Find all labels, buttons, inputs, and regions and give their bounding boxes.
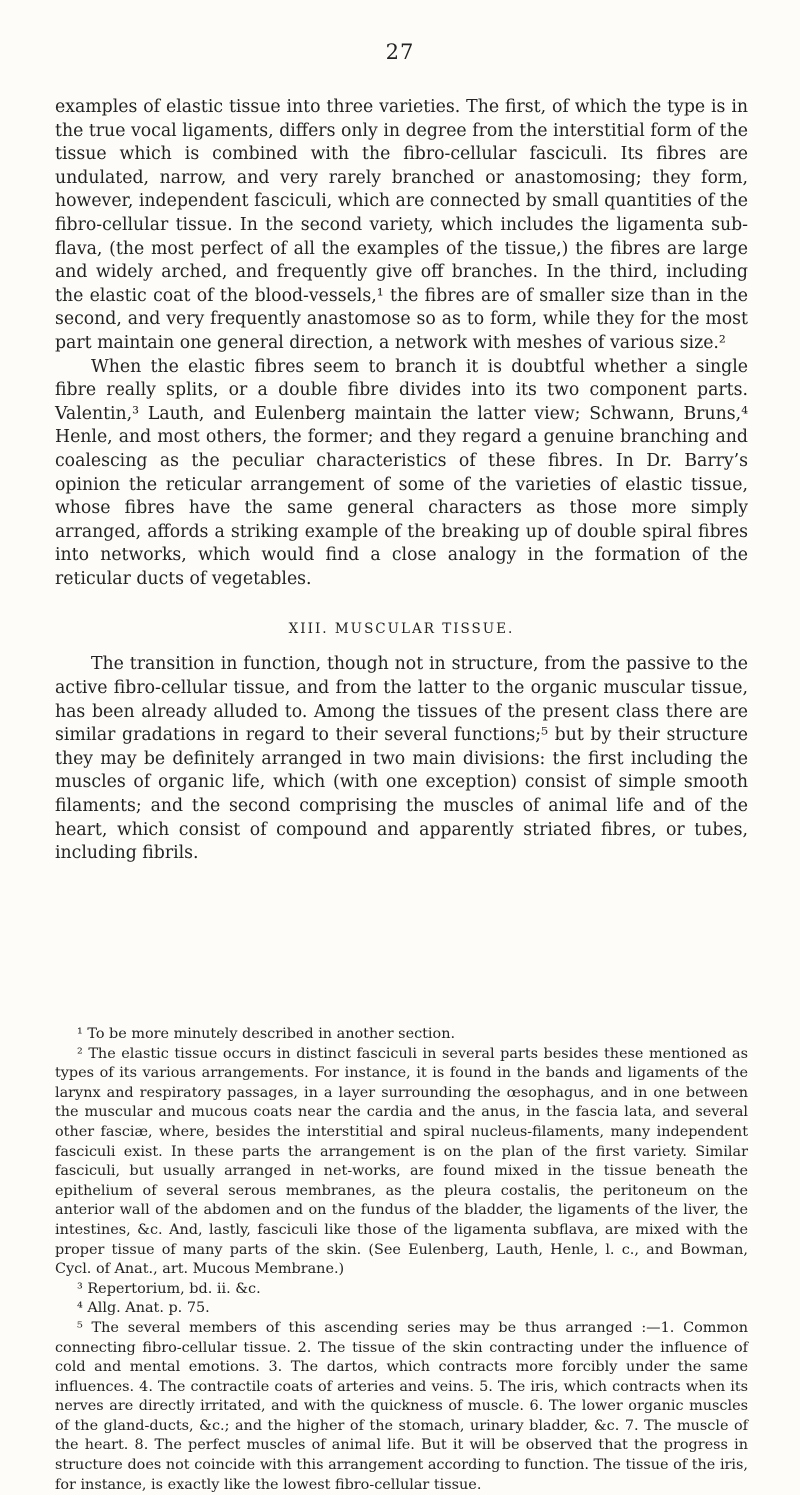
footnote-4: ⁴ Allg. Anat. p. 75. xyxy=(77,1300,210,1317)
page-number: 27 xyxy=(385,40,415,64)
paragraph-elastic-branching: When the elastic fibres seem to branch it is doubtful whether a single fibre really splits, or a double fibre divides into its two component parts. Valentin,³ Lauth, and Eulenberg maintain the latter view; Schwann, Bruns,⁴ Henle, and most others, the former; and they regard a genuine branching and coalescing as the peculiar characteristics of these fibres. In Dr. Barry’s opinion the reticular arrangement of some of the varieties of elastic tissue, whose fibres have the same general characters as those more simply arranged, affords a striking example of the breaking up of double spiral fibres into networks, which would find a close analogy in the formation of the reticular ducts of vegetables. xyxy=(55,356,748,589)
footnote-3: ³ Repertorium, bd. ii. &c. xyxy=(77,1280,261,1297)
footnote-5: ⁵ The several members of this ascending series may be thus arranged :—1. Common connecting fibro-cellular tissue. 2. The tissue of the skin contracting under the influence of cold and mental emotions. 3. The dartos, which contracts more forcibly under the same influences. 4. The contractile coats of arteries and veins. 5. The iris, which contracts when its nerves are directly irritated, and with the quickness of muscle. 6. The lower organic muscles of the gland-ducts, &c.; and the higher of the stomach, urinary bladder, &c. 7. The muscle of the heart. 8. The perfect muscles of animal life. But it will be observed that the progress in structure does not coincide with this arrangement according to function. The tissue of the iris, for instance, is exactly like the lowest fibro-cellular tissue. xyxy=(55,1319,748,1493)
paragraph-elastic-varieties: examples of elastic tissue into three varieties. The first, of which the type is in the true vocal ligaments, differs only in degree from the interstitial form of the tissue which is combined with the fibro-cellular fasciculi. Its fibres are undulated, narrow, and very rarely branched or anastomosing; they form, however, independent fasciculi, which are connected by small quantities of the fibro-cellular tissue. In the second variety, which includes the ligamenta sub-flava, (the most perfect of all the examples of the tissue,) the fibres are large and widely arched, and frequently give off branches. In the third, including the elastic coat of the blood-vessels,¹ the fibres are of smaller size than in the second, and very frequently anastomose so as to form, while they for the most part maintain one general direction, a network with meshes of various size.² xyxy=(55,97,748,353)
paragraph-muscular-tissue: The transition in function, though not in structure, from the passive to the active fibro-cellular tissue, and from the latter to the organic muscular tissue, has been already alluded to. Among the tissues of the present class there are similar gradations in regard to their several functions;⁵ but by their structure they may be definitely arranged in two main divisions: the first including the muscles of organic life, which (with one exception) consist of simple smooth filaments; and the second comprising the muscles of animal life and of the heart, which consist of compound and apparently striated fibres, or tubes, including fibrils. xyxy=(55,654,748,864)
footnote-1: ¹ To be more minutely described in another section. xyxy=(77,1026,456,1042)
main-text xyxy=(55,96,748,866)
footnote-2: ² The elastic tissue occurs in distinct fasciculi in several parts besides these mentioned as types of its various arrangements. For instance, it is found in the bands and ligaments of the larynx and respiratory passages, in a layer surrounding the œsophagus, and in one between the muscular and mucous coats near the cardia and the anus, in the fascia lata, and several other fasciæ, where, besides the interstitial and spiral nucleus-filaments, many independent fasciculi exist. In these parts the arrangement is on the plan of the first variety. Similar fasciculi, but usually arranged in net-works, are found mixed in the tissue beneath the epithelium of several serous membranes, as the pleura costalis, the peritoneum on the anterior wall of the abdomen and on the fundus of the bladder, the ligaments of the liver, the intestines, &c. And, lastly, fasciculi like those of the ligamenta subflava, are mixed with the proper tissue of many parts of the skin. (See Eulenberg, Lauth, Henle, l. c., and Bowman, Cycl. of Anat., art. Mucous Membrane.) xyxy=(55,1045,748,1278)
footnotes xyxy=(55,1025,748,1495)
section-heading: XIII. MUSCULAR TISSUE. xyxy=(288,621,515,638)
